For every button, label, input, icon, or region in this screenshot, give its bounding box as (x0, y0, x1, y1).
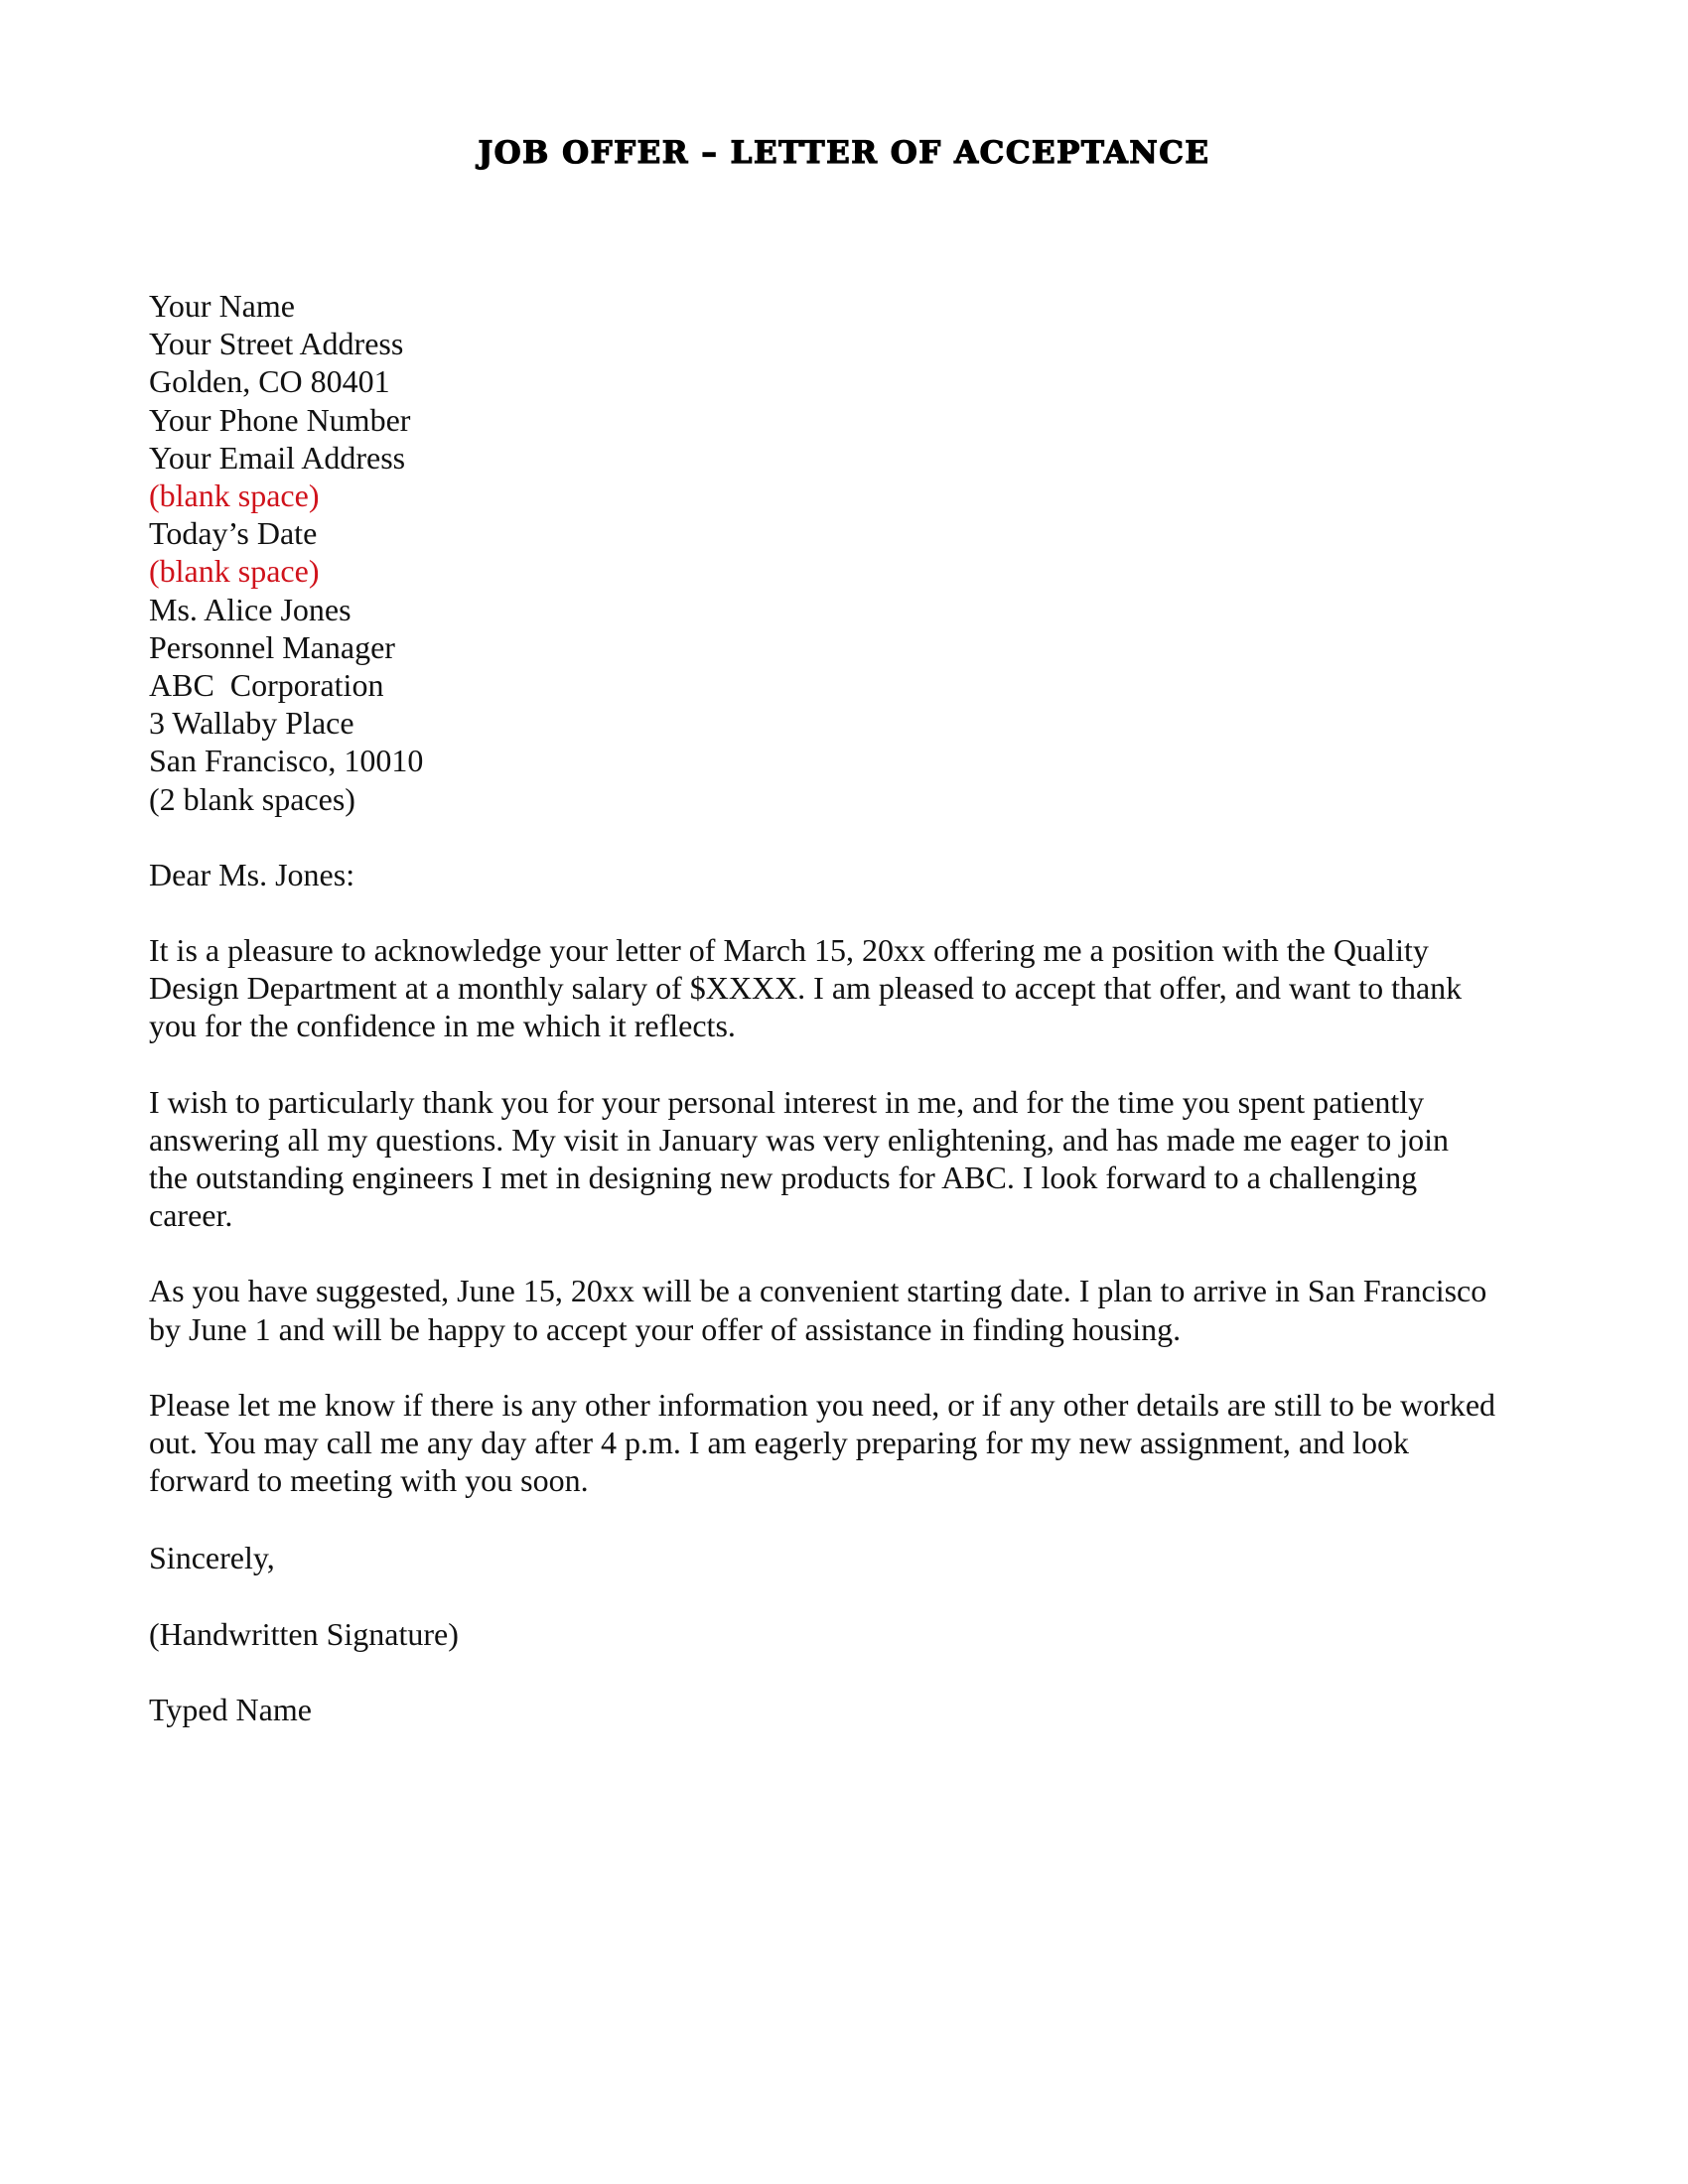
paragraph-line: by June 1 and will be happy to accept your offer of assistance in finding housing. (149, 1310, 1182, 1347)
paragraph-line: Please let me know if there is any other information you need, or if any other details are still to be worked (149, 1386, 1496, 1423)
salutation: Dear Ms. Jones: (149, 856, 355, 892)
paragraph-closing-remarks (149, 1386, 1559, 1500)
two-blank-spaces-note: (2 blank spaces) (149, 780, 355, 817)
paragraph-start-date (149, 1272, 1559, 1347)
recipient-title: Personnel Manager (149, 628, 395, 665)
typed-name: Typed Name (149, 1691, 312, 1727)
paragraph-line: you for the confidence in me which it reflects. (149, 1008, 736, 1044)
recipient-company: ABC Corporation (149, 667, 384, 704)
recipient-city-zip: San Francisco, 10010 (149, 743, 424, 779)
sender-phone: Your Phone Number (149, 401, 411, 438)
date-line: Today’s Date (149, 515, 318, 552)
paragraph-line: career. (149, 1197, 233, 1234)
paragraph-line: out. You may call me any day after 4 p.m. I am eagerly preparing for my new assignment, and look (149, 1425, 1409, 1461)
document-title: JOB OFFER – LETTER OF ACCEPTANCE (478, 135, 1210, 171)
signature-placeholder: (Handwritten Signature) (149, 1615, 459, 1652)
sender-city-state-zip: Golden, CO 80401 (149, 363, 390, 400)
paragraph-line: I wish to particularly thank you for your personal interest in me, and for the time you spent patiently (149, 1083, 1425, 1120)
paragraph-acceptance (149, 931, 1559, 1045)
paragraph-line: It is a pleasure to acknowledge your letter of March 15, 20xx offering me a position with the Quality (149, 932, 1429, 969)
paragraph-thanks (149, 1083, 1559, 1235)
closing: Sincerely, (149, 1540, 275, 1576)
paragraph-line: As you have suggested, June 15, 20xx will be a convenient starting date. I plan to arrive in San Francisco (149, 1273, 1487, 1309)
sender-recipient-block (149, 287, 1559, 818)
paragraph-line: the outstanding engineers I met in designing new products for ABC. I look forward to a challenging (149, 1160, 1418, 1196)
blank-space-note: (blank space) (149, 553, 320, 590)
paragraph-line: answering all my questions. My visit in January was very enlightening, and has made me eager to join (149, 1121, 1450, 1158)
sender-street-address: Your Street Address (149, 326, 404, 362)
letter-body (149, 287, 1559, 1728)
recipient-name: Ms. Alice Jones (149, 591, 352, 627)
paragraph-line: forward to meeting with you soon. (149, 1462, 589, 1499)
sender-email: Your Email Address (149, 439, 406, 476)
paragraph-line: Design Department at a monthly salary of $XXXX. I am pleased to accept that offer, and want to thank (149, 970, 1463, 1007)
recipient-street-address: 3 Wallaby Place (149, 705, 354, 742)
blank-space-note: (blank space) (149, 478, 320, 514)
sender-name: Your Name (149, 288, 295, 324)
